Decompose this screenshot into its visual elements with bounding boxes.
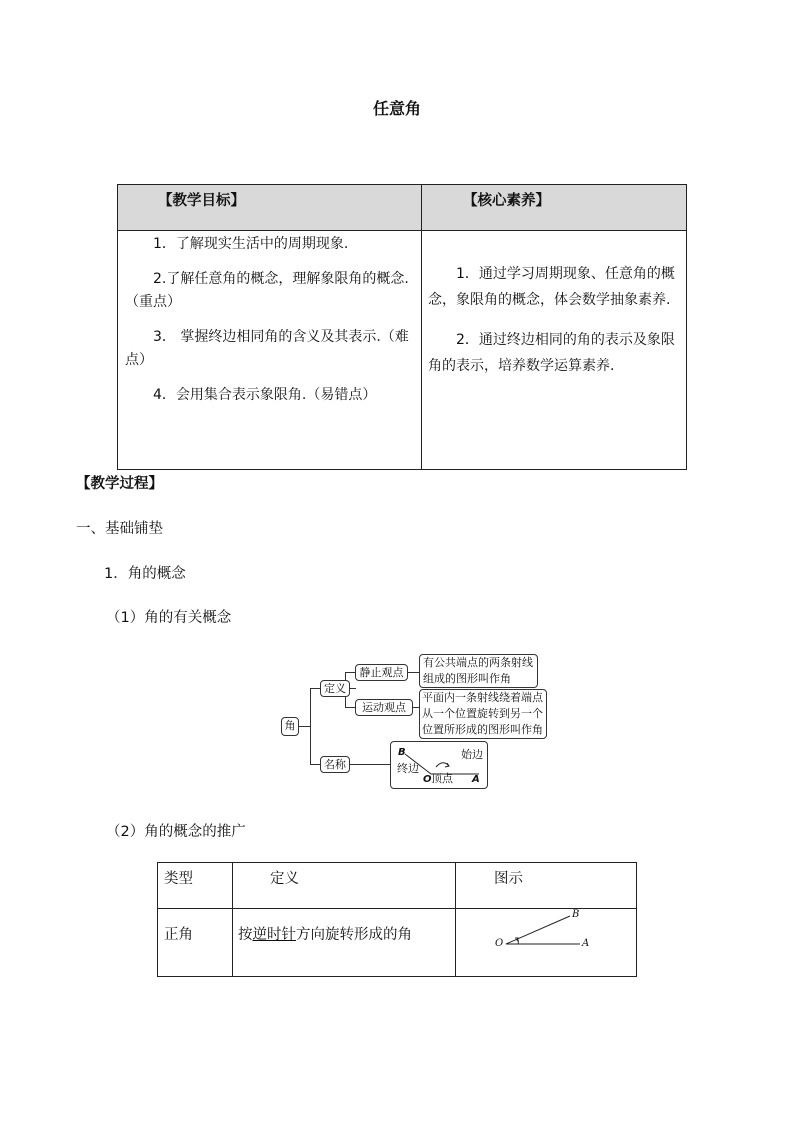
process-heading: 【教学过程】 <box>76 476 163 492</box>
label-terminal-side: 终边 <box>397 762 419 775</box>
goal-item: 1．了解现实生活中的周期现象. <box>153 236 349 252</box>
connector <box>345 707 355 708</box>
subsection-heading: （2）角的概念的推广 <box>106 824 246 840</box>
label-B: B <box>398 747 406 758</box>
subsection-heading: （1）角的有关概念 <box>106 610 232 626</box>
fig-label-A: A <box>582 938 590 949</box>
fig-label-B: B <box>572 909 580 920</box>
header-core-literacy: 【核心素养】 <box>463 193 550 209</box>
diagram-motion-text: 平面内一条射线绕着端点从一个位置旋转到另一个位置所形成的图形叫作角 <box>419 689 547 739</box>
connector <box>345 672 355 673</box>
goal-item: 3． 掌握终边相同角的含义及其表示.（难点） <box>125 329 409 368</box>
definition-text: 方向旋转形成的角 <box>296 927 412 943</box>
label-initial-side: 始边 <box>461 748 483 761</box>
diagram-root: 角 <box>281 717 299 736</box>
col-header-definition: 定义 <box>270 871 299 887</box>
connector <box>408 672 419 673</box>
label-vertex: 顶点 <box>431 772 453 785</box>
positive-angle-figure <box>488 909 628 969</box>
literacy-item: 1．通过学习周期现象、任意角的概念，象限角的概念，体会数学抽象素养. <box>428 266 675 308</box>
fig-label-O: O <box>495 938 504 949</box>
definition-underlined: 逆时针 <box>252 927 296 943</box>
goal-item: 4．会用集合表示象限角.（易错点） <box>153 387 377 403</box>
label-A: A <box>472 774 480 785</box>
literacy-item: 2．通过终边相同的角的表示及象限角的表示，培养数学运算素养. <box>428 332 675 374</box>
row-type: 正角 <box>164 927 193 943</box>
table-divider <box>455 863 456 976</box>
definition-text: 按 <box>238 927 253 943</box>
connector <box>350 764 390 765</box>
diagram-definition: 定义 <box>320 680 350 697</box>
diagram-static-view: 静止观点 <box>355 664 408 681</box>
section-heading: 一、基础铺垫 <box>76 521 163 537</box>
connector <box>310 688 311 764</box>
goal-item: 2.了解任意角的概念，理解象限角的概念.（重点） <box>125 271 409 310</box>
connector <box>310 688 320 689</box>
literacy-list <box>428 261 681 379</box>
angle-type-table <box>157 862 637 977</box>
goals-table <box>117 184 687 470</box>
col-header-type: 类型 <box>164 871 193 887</box>
diagram-naming: 名称 <box>320 756 350 773</box>
subsection-heading: 1．角的概念 <box>104 566 186 582</box>
diagram-angle-figure <box>390 741 488 789</box>
row-definition <box>238 923 412 944</box>
connector <box>350 688 356 689</box>
table-divider <box>232 863 233 976</box>
table-divider <box>421 185 422 469</box>
col-header-figure: 图示 <box>494 871 523 887</box>
label-O: O <box>423 774 432 785</box>
diagram-static-text: 有公共端点的两条射线组成的图形叫作角 <box>419 654 538 688</box>
page-title: 任意角 <box>372 99 421 118</box>
goals-list <box>125 233 415 407</box>
connector <box>310 764 320 765</box>
positive-angle-sketch <box>488 909 628 969</box>
connector <box>298 726 310 727</box>
diagram-motion-view: 运动观点 <box>355 699 413 716</box>
header-teaching-goals: 【教学目标】 <box>158 193 245 209</box>
